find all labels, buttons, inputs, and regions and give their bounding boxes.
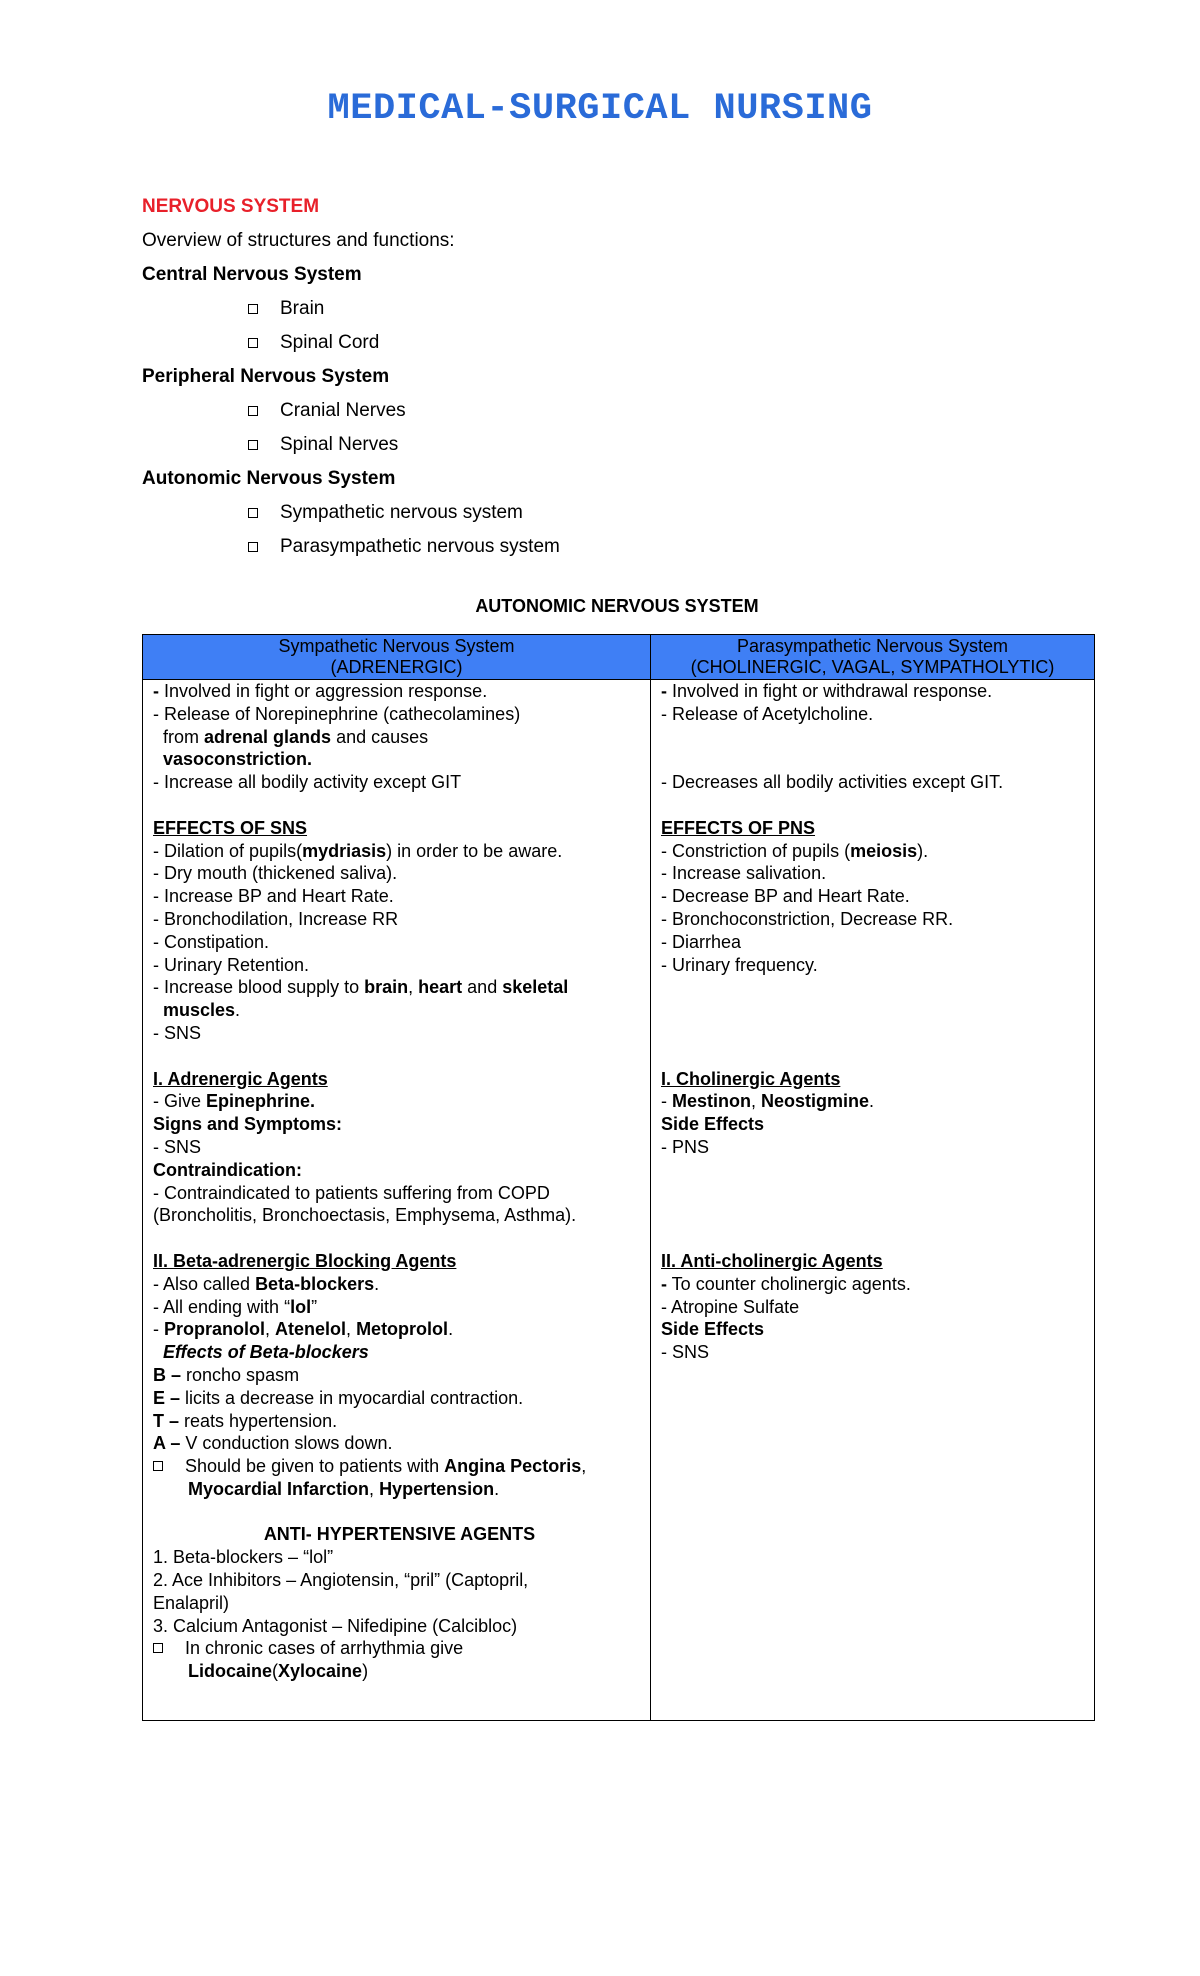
sympathetic-cell <box>143 680 651 1721</box>
text-line: - Diarrhea <box>661 931 742 952</box>
text-line: Contraindication: <box>153 1159 302 1180</box>
overview-text: Overview of structures and functions: <box>142 230 455 251</box>
checkbox-bullet-icon <box>248 338 258 348</box>
text-line: - Mestinon, Neostigmine. <box>661 1091 875 1112</box>
text-line: - Dry mouth (thickened saliva). <box>153 863 398 884</box>
text-line: - Urinary frequency. <box>661 954 818 975</box>
text-line: - Increase salivation. <box>661 863 827 884</box>
text-line: - Release of Norepinephrine (cathecolamines) <box>153 703 521 724</box>
text-line: - Propranolol, Atenelol, Metoprolol. <box>153 1319 454 1340</box>
checkbox-bullet-icon <box>248 542 258 552</box>
text-line: Myocardial Infarction, Hypertension. <box>188 1478 500 1499</box>
subheading-antihypertensive: ANTI- HYPERTENSIVE AGENTS <box>263 1524 536 1545</box>
document-title: MEDICAL-SURGICAL NURSING <box>327 88 873 130</box>
subheading-cholinergic-agents: I. Cholinergic Agents <box>661 1068 841 1089</box>
text-line: - Bronchoconstriction, Decrease RR. <box>661 908 954 929</box>
text-line: - Bronchodilation, Increase RR <box>153 908 399 929</box>
text-line: Side Effects <box>661 1319 765 1340</box>
group-heading-ans: Autonomic Nervous System <box>142 468 396 489</box>
list-item: Parasympathetic nervous system <box>248 530 1102 564</box>
text-line: - All ending with “lol” <box>153 1296 318 1317</box>
header-parasympathetic: Parasympathetic Nervous System (CHOLINERGIC, VAGAL, SYMPATHOLYTIC) <box>651 635 1095 680</box>
text-line: - PNS <box>661 1136 710 1157</box>
subheading-effects-sns: EFFECTS OF SNS <box>153 817 308 838</box>
subheading-anticholinergic-agents: II. Anti-cholinergic Agents <box>661 1250 883 1271</box>
text-line: - Constipation. <box>153 931 270 952</box>
list-item: Spinal Nerves <box>248 428 1102 462</box>
text-line: - SNS <box>153 1136 202 1157</box>
text-line: - Increase BP and Heart Rate. <box>153 886 394 907</box>
text-line: B – roncho spasm <box>153 1364 300 1385</box>
text-line: - Increase blood supply to brain, heart and skeletal <box>153 977 569 998</box>
text-line: - Involved in fight or withdrawal response. <box>661 681 993 701</box>
text-line: 2. Ace Inhibitors – Angiotensin, “pril” (Captopril, <box>153 1570 529 1591</box>
nervous-system-section <box>142 190 1102 564</box>
text-line: Effects of Beta-blockers <box>163 1342 369 1363</box>
text-line: E – licits a decrease in myocardial contraction. <box>153 1387 524 1408</box>
autonomic-comparison-table <box>142 634 1095 1721</box>
text-line: Enalapril) <box>153 1592 230 1613</box>
text-line: - Increase all bodily activity except GIT <box>153 772 462 793</box>
text-line: - Atropine Sulfate <box>661 1296 800 1317</box>
header-sympathetic: Sympathetic Nervous System (ADRENERGIC) <box>143 635 651 680</box>
checkbox-bullet-icon <box>153 1643 163 1653</box>
subheading-adrenergic-agents: I. Adrenergic Agents <box>153 1068 328 1089</box>
text-line: - SNS <box>661 1342 710 1363</box>
text-line: Signs and Symptoms: <box>153 1114 343 1135</box>
list-item: Cranial Nerves <box>248 394 1102 428</box>
text-line: A – V conduction slows down. <box>153 1433 393 1454</box>
text-line: vasoconstriction. <box>163 749 313 770</box>
text-line: - SNS <box>153 1022 202 1043</box>
bulleted-line: In chronic cases of arrhythmia give <box>153 1637 646 1660</box>
subheading-beta-blockers: II. Beta-adrenergic Blocking Agents <box>153 1250 457 1271</box>
text-line: from adrenal glands and causes <box>163 726 429 747</box>
text-line: - To counter cholinergic agents. <box>661 1273 911 1294</box>
text-line: - Decreases all bodily activities except GIT. <box>661 772 1004 793</box>
group-heading-pns: Peripheral Nervous System <box>142 366 390 387</box>
text-line: - Release of Acetylcholine. <box>661 703 874 724</box>
checkbox-bullet-icon <box>248 304 258 314</box>
section-heading: NERVOUS SYSTEM <box>142 196 320 217</box>
text-line: Lidocaine(Xylocaine) <box>188 1661 369 1682</box>
text-line: T – reats hypertension. <box>153 1410 338 1431</box>
checkbox-bullet-icon <box>248 508 258 518</box>
text-line: 3. Calcium Antagonist – Nifedipine (Calcibloc) <box>153 1615 518 1636</box>
checkbox-bullet-icon <box>248 440 258 450</box>
bulleted-line: Should be given to patients with Angina Pectoris, <box>153 1455 646 1478</box>
group-heading-cns: Central Nervous System <box>142 264 362 285</box>
parasympathetic-cell <box>651 680 1095 1721</box>
text-line: 1. Beta-blockers – “lol” <box>153 1547 334 1568</box>
text-line: Side Effects <box>661 1114 765 1135</box>
subheading-effects-pns: EFFECTS OF PNS <box>661 817 816 838</box>
text-line: - Involved in fight or aggression response. <box>153 681 488 701</box>
list-item: Brain <box>248 292 1102 326</box>
text-line: - Give Epinephrine. <box>153 1091 316 1112</box>
text-line: (Broncholitis, Bronchoectasis, Emphysema, Asthma). <box>153 1205 577 1226</box>
text-line: - Decrease BP and Heart Rate. <box>661 886 910 907</box>
table-header-row <box>143 635 1095 680</box>
list-item: Sympathetic nervous system <box>248 496 1102 530</box>
table-title: AUTONOMIC NERVOUS SYSTEM <box>475 596 759 616</box>
text-line: - Contraindicated to patients suffering from COPD <box>153 1182 550 1203</box>
text-line: muscles. <box>163 1000 241 1021</box>
text-line: - Dilation of pupils(mydriasis) in order to be aware. <box>153 840 563 861</box>
text-line: - Urinary Retention. <box>153 954 310 975</box>
checkbox-bullet-icon <box>248 406 258 416</box>
list-item: Spinal Cord <box>248 326 1102 360</box>
text-line: - Also called Beta-blockers. <box>153 1273 380 1294</box>
table-body-row <box>143 680 1095 1721</box>
text-line: - Constriction of pupils (meiosis). <box>661 840 929 861</box>
checkbox-bullet-icon <box>153 1461 163 1471</box>
